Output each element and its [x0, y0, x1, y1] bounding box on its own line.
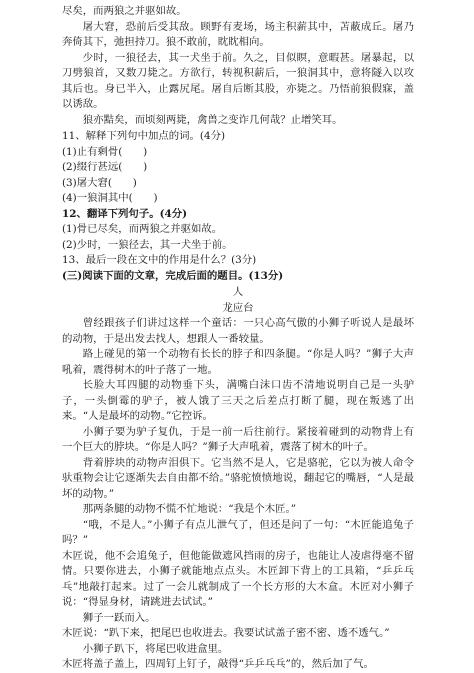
question-12-sentence-2: (2)少时，一狼径去，其一犬坐于前。	[62, 238, 233, 251]
article-paragraph: 木匠说，他不会追兔子，但他能做遮风挡雨的房子，也能让人凌虐得毫不留情。只要你进去，小狮子就能地点点头。木匠卸下背上的工具箱，“乒乒乓乓”地敲打起来。过了一会儿就制成了一个长方形的大木盒。木匠对小狮子说：“得显身材，请跳进去试试。”	[62, 549, 414, 608]
article-paragraph: “哦，不是人。”小狮子有点儿泄气了，但还是问了一句：“木匠能追兔子吗？”	[62, 518, 414, 546]
article-paragraph: 那两条腿的动物不慌不忙地说：“我是个木匠。”	[82, 503, 297, 515]
article-title: 人	[232, 286, 244, 298]
question-11-item-1: (1)止有剩骨( )	[62, 145, 148, 158]
classical-paragraph-3: 狼亦黠矣，而顷刻两毙，禽兽之变诈几何哉？止增笑耳。	[82, 113, 343, 126]
article-paragraph: 小狮子要为驴子复仇，于是一前一后往前行。紧接着碰到的动物背上有一个巨大的脖块。“你是人吗？”狮子大声吼着，震落了树木的叶子。	[62, 425, 414, 453]
question-11-title: 11、解释下列句中加点的词。(4分)	[62, 130, 226, 142]
question-12-sentence-1: (1)骨已尽矣，而两狼之并驱如故。	[62, 223, 223, 235]
classical-paragraph-0: 尽矣，而两狼之并驱如故。	[62, 5, 187, 17]
section-3-heading: (三)阅读下面的文章，完成后面的题目。(13分)	[62, 269, 284, 282]
article-paragraph: 曾经跟孩子们讲过这样一个童话：一只心高气傲的小狮子听说人是最坏的动物，于是出发去找人，想跟人一番较量。	[62, 317, 414, 345]
classical-paragraph-2: 少时，一狼径去，其一犬坐于前。久之，目似瞑，意暇甚。屠暴起，以刀劈狼首，又数刀毙之。方欲行，转视积薪后，一狼洞其中，意将隧入以攻其后也。身已半入，止露尻尾。屠自后断其股，亦毙之。乃悟前狼假寐，盖以诱敌。	[62, 51, 414, 110]
article-paragraph: 木匠将盖子盖上，四周钉上钉子，敲得“乒乒乓乓”的，然后加了气。	[62, 658, 374, 670]
article-paragraph: 木匠说：“趴下来，把尾巴也收进去。我要试试盖子密不密、透不透气。”	[62, 627, 390, 639]
question-11-item-4: (4)一狼洞其中( )	[62, 192, 158, 204]
article-author: 龙应台	[222, 301, 254, 314]
article-paragraph: 狮子一跃而入。	[82, 611, 156, 624]
question-11-item-2: (2)缀行甚远( )	[62, 161, 148, 173]
question-13: 13、最后一段在文中的作用是什么？(3分)	[62, 254, 257, 266]
classical-paragraph-1: 屠大窘，恐前后受其敌。顾野有麦场，场主积薪其中，苫蔽成丘。屠乃奔倚其下，弛担持刀。狼不敢前，眈眈相向。	[62, 20, 414, 48]
article-paragraph: 小狮子趴下，将尾巴收进盒里。	[82, 642, 229, 655]
question-12-title: 12、翻译下列句子。(4分)	[62, 207, 188, 220]
article-paragraph: 背着脖块的动物声泪俱下。它当然不是人，它是骆驼，它以为被人命令驮重物会让它逐渐失去自由都不给。”骆驼愤愤地说，翻起它的嘴唇，“人是最坏的动物。”	[62, 456, 414, 500]
question-11-item-3: (3)屠大窘( )	[62, 176, 137, 189]
article-paragraph: 长脸大耳四腿的动物垂下头，满嘴白沫口齿不清地说明自己是一头驴子，一头倒霉的驴子，被人饿了三天之后差点打断了腿，现在叛逃了出来。“人是最坏的动物。”它控诉。	[62, 379, 414, 422]
article-paragraph: 路上碰见的第一个动物有长长的脖子和四条腿。“你是人吗？”狮子大声吼着，震得树木的叶子落了一地。	[62, 348, 414, 376]
